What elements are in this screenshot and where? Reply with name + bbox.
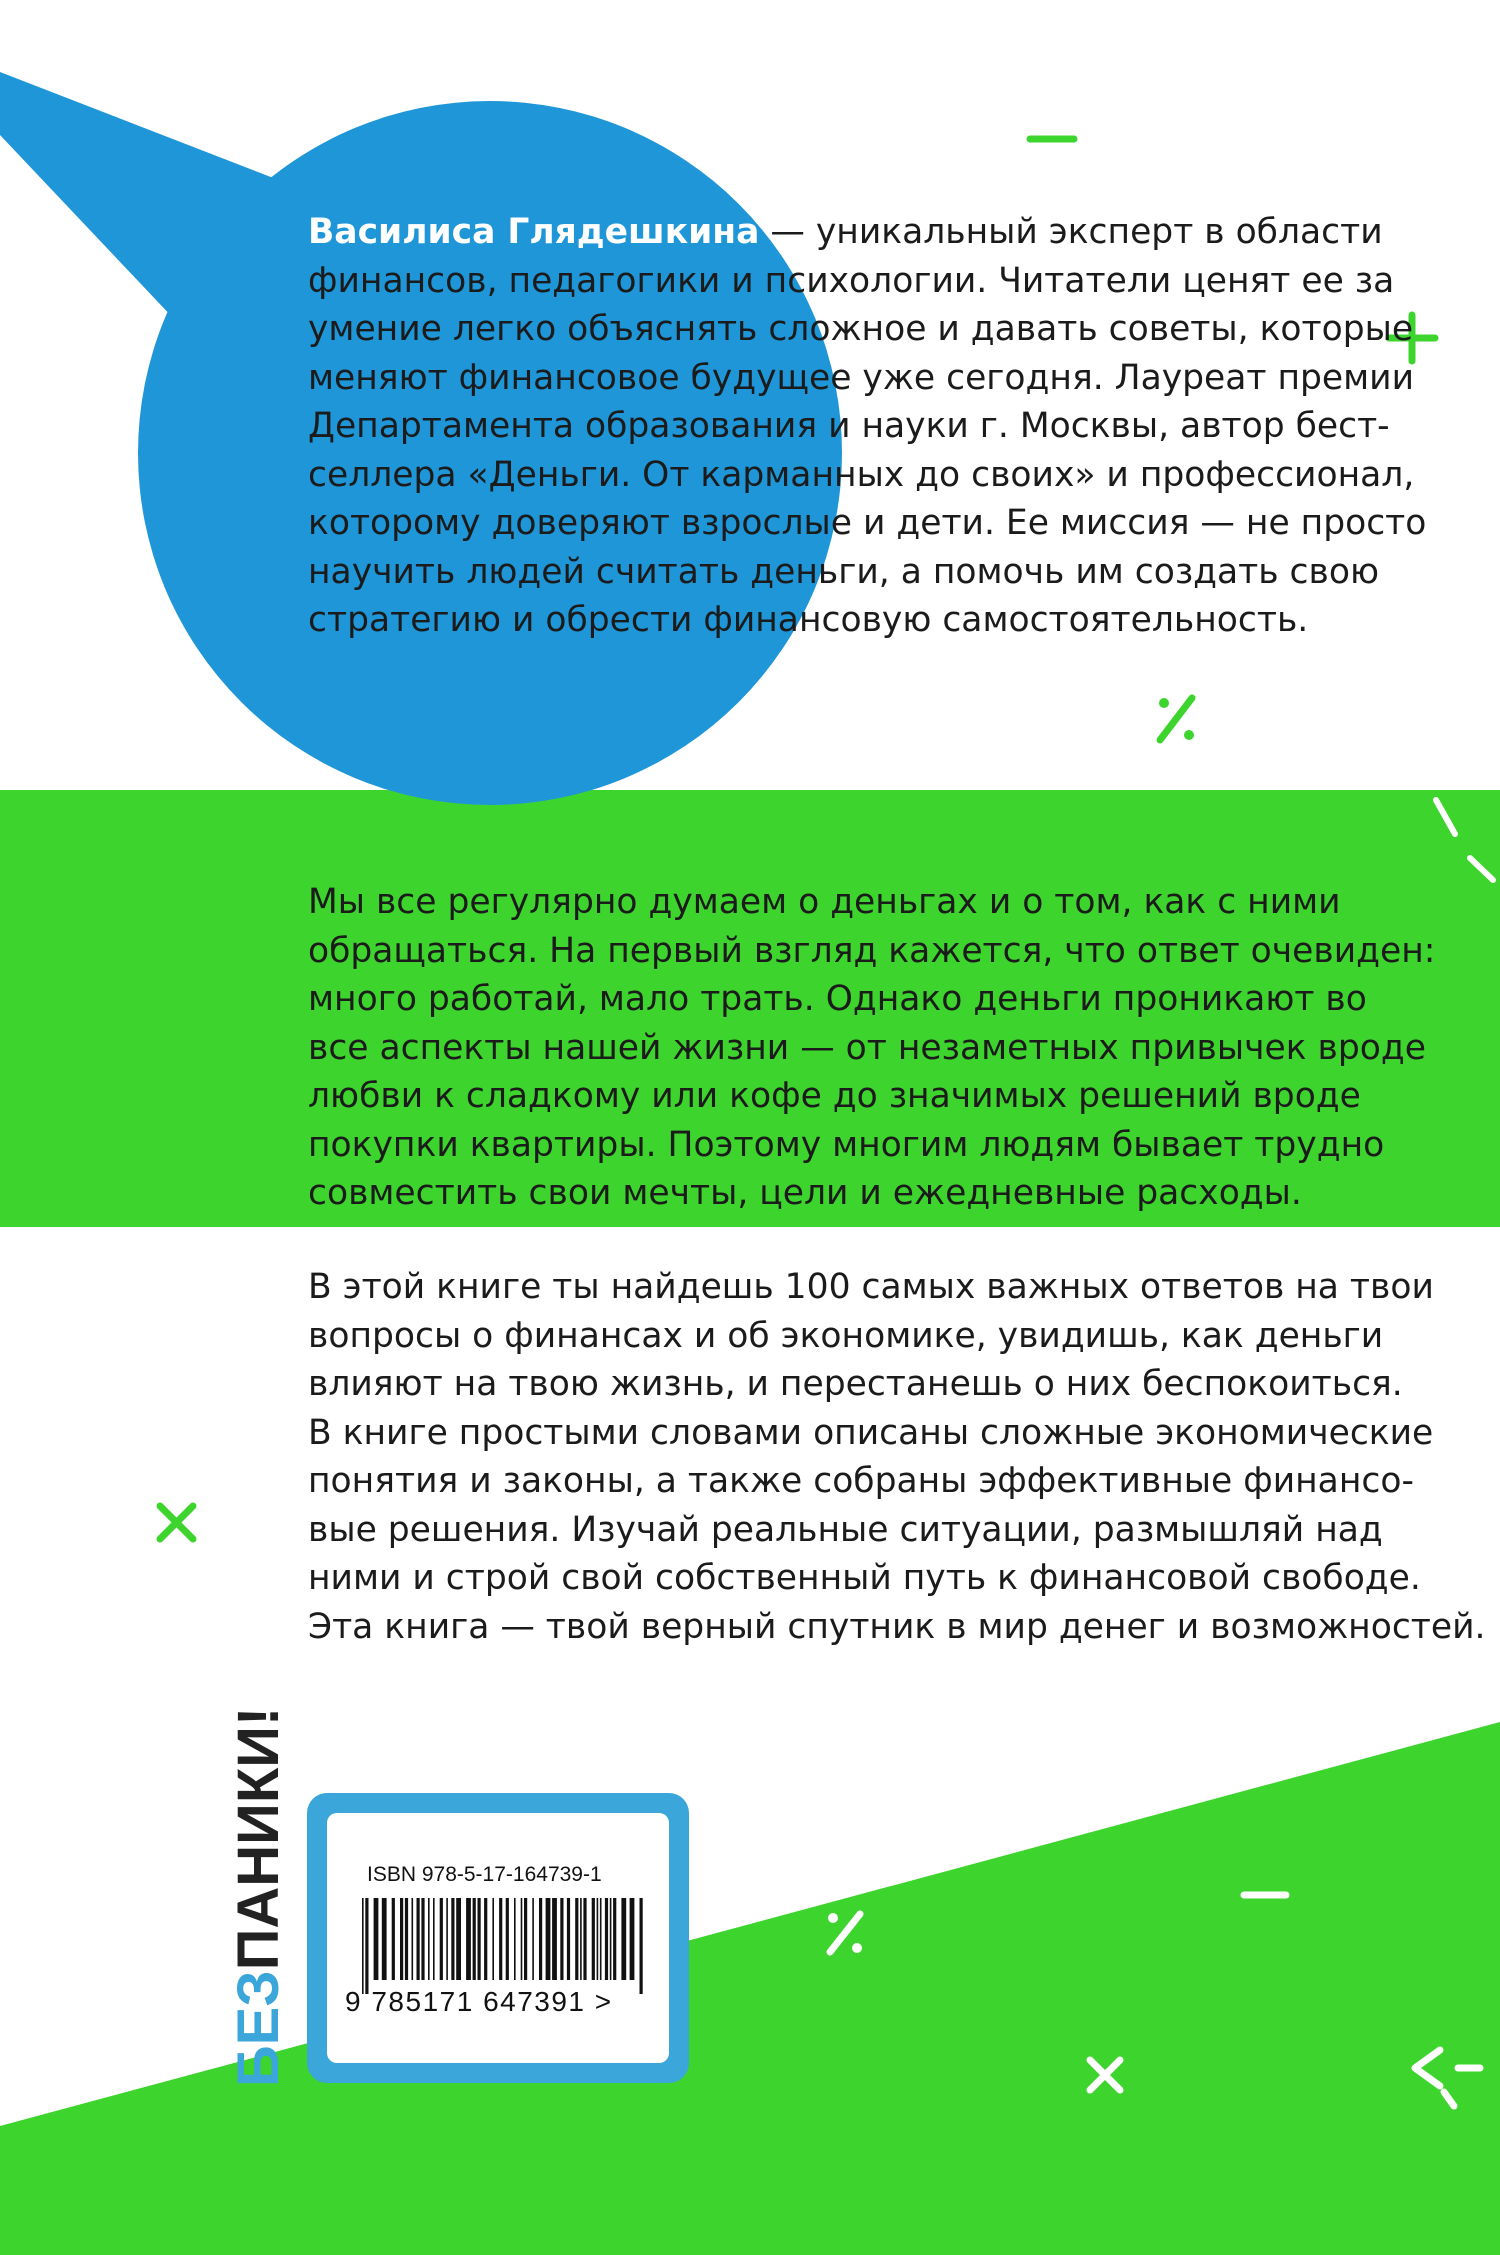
description-line: вопросы о финансах и об экономике, увидишь, как деньги bbox=[308, 1315, 1384, 1356]
barcode-bar bbox=[451, 1898, 454, 1980]
barcode-bar bbox=[392, 1898, 395, 1980]
barcode-bar bbox=[466, 1898, 471, 1980]
author-name: Василиса Глядешкина bbox=[308, 212, 760, 252]
barcode-bar bbox=[546, 1898, 551, 1980]
barcode-bar bbox=[433, 1898, 435, 1980]
author-bio-line: которому доверяют взрослые и дети. Ее миссия — не просто bbox=[308, 503, 1427, 543]
ean-digits: 9 785171 647391 > bbox=[345, 1986, 613, 2017]
description-line: вые решения. Изучай реальные ситуации, размышляй над bbox=[308, 1509, 1383, 1550]
description-line: влияют на твою жизнь, и перестанешь о них беспокоиться. bbox=[308, 1364, 1403, 1404]
barcode-bar bbox=[405, 1898, 408, 1980]
author-bio-line: научить людей считать деньги, а помочь им создать свою bbox=[308, 551, 1379, 592]
author-bio-line: финансов, педагогики и психологии. Читатели ценят ее за bbox=[308, 260, 1395, 301]
author-bio-line: меняют финансовое будущее уже сегодня. Лауреат премии bbox=[308, 357, 1415, 398]
barcode-bar bbox=[514, 1898, 516, 1980]
intro-line: совместить свои мечты, цели и ежедневные расходы. bbox=[308, 1173, 1302, 1213]
intro-line: обращаться. На первый взгляд кажется, что ответ очевиден: bbox=[308, 930, 1436, 971]
barcode-bar bbox=[592, 1898, 595, 1980]
barcode-bar bbox=[567, 1898, 570, 1980]
barcode-bar bbox=[362, 1898, 364, 1994]
barcode-bar bbox=[524, 1898, 527, 1980]
barcode-bar bbox=[446, 1898, 448, 1980]
barcode-bar bbox=[575, 1898, 578, 1980]
description-line: ними и строй свой собственный путь к финансовой свободе. bbox=[308, 1558, 1421, 1598]
barcode-bar bbox=[630, 1898, 635, 1980]
barcode-bar bbox=[539, 1898, 542, 1980]
intro-line: любви к сладкому или кофе до значимых решений вроде bbox=[308, 1076, 1361, 1116]
barcode-bar bbox=[417, 1898, 420, 1980]
barcode-bar bbox=[600, 1898, 602, 1980]
barcode-bar bbox=[428, 1898, 430, 1980]
barcode-bar bbox=[421, 1898, 424, 1980]
barcode-bar bbox=[374, 1898, 379, 1980]
publisher-logo-part2: ПАНИКИ! bbox=[226, 1706, 291, 1971]
description-line: Эта книга — твой верный спутник в мир денег и возможностей. bbox=[308, 1606, 1486, 1647]
description-line: понятия и законы, а также собраны эффективные финансо- bbox=[308, 1461, 1414, 1501]
barcode-bar bbox=[400, 1898, 403, 1980]
intro-line: покупки квартиры. Поэтому многим людям бывает трудно bbox=[308, 1124, 1385, 1165]
barcode-bar bbox=[532, 1898, 534, 1980]
barcode-bar bbox=[610, 1898, 612, 1980]
publisher-logo-part1: БЕЗ bbox=[226, 1970, 291, 2087]
author-bio-line: Василиса Глядешкина — уникальный эксперт в области bbox=[308, 212, 1383, 252]
barcode-bar bbox=[640, 1898, 643, 1994]
barcode-bar bbox=[499, 1898, 502, 1980]
barcode-bar bbox=[560, 1898, 563, 1980]
barcode-bar bbox=[382, 1898, 387, 1980]
barcode-bar bbox=[412, 1898, 414, 1980]
intro-line: все аспекты нашей жизни — от незаметных привычек вроде bbox=[308, 1027, 1426, 1068]
author-bio-line: селлера «Деньги. От карманных до своих» и профессионал, bbox=[308, 454, 1415, 495]
intro-line: много работай, мало трать. Однако деньги проникают во bbox=[308, 979, 1367, 1019]
barcode-bar bbox=[456, 1898, 461, 1980]
description-line: В книге простыми словами описаны сложные экономические bbox=[308, 1412, 1434, 1453]
barcode-bar bbox=[473, 1898, 476, 1980]
barcode-bar bbox=[506, 1898, 509, 1980]
barcode-bar bbox=[365, 1898, 368, 1994]
barcode-bar bbox=[484, 1898, 487, 1980]
barcode-bar bbox=[621, 1898, 626, 1980]
barcode-bar bbox=[440, 1898, 443, 1980]
barcode-bar bbox=[605, 1898, 608, 1980]
author-bio-line: умение легко объяснять сложное и давать советы, которые bbox=[308, 309, 1414, 349]
author-bio-line: стратегию и обрести финансовую самостоятельность. bbox=[308, 600, 1309, 640]
barcode-bar bbox=[597, 1898, 599, 1980]
barcode-bar bbox=[583, 1898, 586, 1980]
intro-line: Мы все регулярно думаем о деньгах и о том, как с ними bbox=[308, 882, 1341, 922]
description-line: В этой книге ты найдешь 100 самых важных ответов на твои bbox=[308, 1267, 1434, 1307]
barcode-bar bbox=[613, 1898, 616, 1980]
barcode-bar bbox=[478, 1898, 481, 1980]
barcode-bar bbox=[580, 1898, 582, 1980]
barcode-bar bbox=[492, 1898, 494, 1980]
isbn-label: ISBN 978-5-17-164739-1 bbox=[367, 1863, 602, 1886]
barcode-bar bbox=[552, 1898, 557, 1980]
barcode-bar bbox=[521, 1898, 523, 1980]
author-bio-line: Департамента образования и науки г. Москвы, автор бест- bbox=[308, 406, 1390, 446]
